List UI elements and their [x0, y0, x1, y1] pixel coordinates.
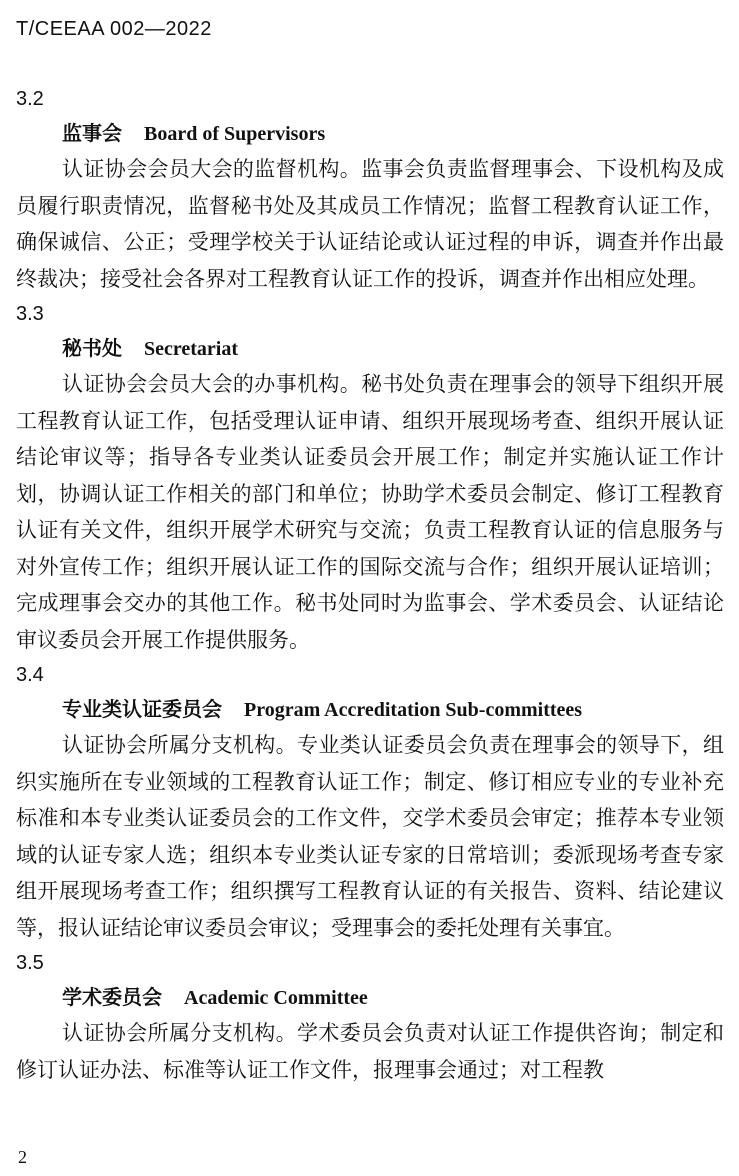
term-definition: 认证协会所属分支机构。专业类认证委员会负责在理事会的领导下，组织实施所在专业领域的工程教育认证工作；制定、修订相应专业的专业补充标准和本专业类认证委员会的工作文件，交学术委员会审定；推荐本专业领域的认证专家人选；组织本专业类认证专家的日常培训；委派现场考查专家组开展现场考查工作；组织撰写工程教育认证的有关报告、资料、结论建议等，报认证结论审议委员会审议；受理事会的委托处理有关事宜。 [16, 733, 724, 940]
term-definition: 认证协会所属分支机构。学术委员会负责对认证工作提供咨询；制定和修订认证办法、标准等认证工作文件，报理事会通过；对工程教 [16, 1021, 724, 1082]
document-content [16, 82, 724, 1088]
term-heading [16, 692, 724, 727]
term-chinese: 学术委员会 [62, 985, 162, 1009]
section-3-4 [16, 658, 724, 946]
page-number: 2 [18, 1147, 27, 1167]
term-english: Secretariat [144, 338, 239, 360]
term-chinese: 监事会 [62, 121, 122, 145]
term-english: Board of Supervisors [144, 123, 326, 145]
section-number: 3.4 [16, 664, 44, 686]
term-definition: 认证协会会员大会的办事机构。秘书处负责在理事会的领导下组织开展工程教育认证工作，包括受理认证申请、组织开展现场考查、组织开展认证结论审议等；指导各专业类认证委员会开展工作；制定并实施认证工作计划，协调认证工作相关的部门和单位；协助学术委员会制定、修订工程教育认证有关文件，组织开展学术研究与交流；负责工程教育认证的信息服务与对外宣传工作；组织开展认证工作的国际交流与合作；组织开展认证培训；完成理事会交办的其他工作。秘书处同时为监事会、学术委员会、认证结论审议委员会开展工作提供服务。 [16, 372, 724, 652]
section-number: 3.3 [16, 303, 44, 325]
term-english: Program Accreditation Sub-committees [244, 699, 583, 721]
standard-code-header: T/CEEAA 002—2022 [16, 18, 212, 40]
term-chinese: 秘书处 [62, 336, 122, 360]
section-number: 3.5 [16, 952, 44, 974]
term-heading [16, 331, 724, 366]
section-3-5 [16, 946, 724, 1088]
term-definition: 认证协会会员大会的监督机构。监事会负责监督理事会、下设机构及成员履行职责情况，监督秘书处及其成员工作情况；监督工程教育认证工作，确保诚信、公正；受理学校关于认证结论或认证过程的申诉，调查并作出最终裁决；接受社会各界对工程教育认证工作的投诉，调查并作出相应处理。 [16, 157, 724, 291]
section-3-2 [16, 82, 724, 297]
term-english: Academic Committee [184, 987, 368, 1009]
term-chinese: 专业类认证委员会 [62, 697, 222, 721]
section-number: 3.2 [16, 88, 44, 110]
section-3-3 [16, 297, 724, 658]
term-heading [16, 980, 724, 1015]
term-heading [16, 116, 724, 151]
